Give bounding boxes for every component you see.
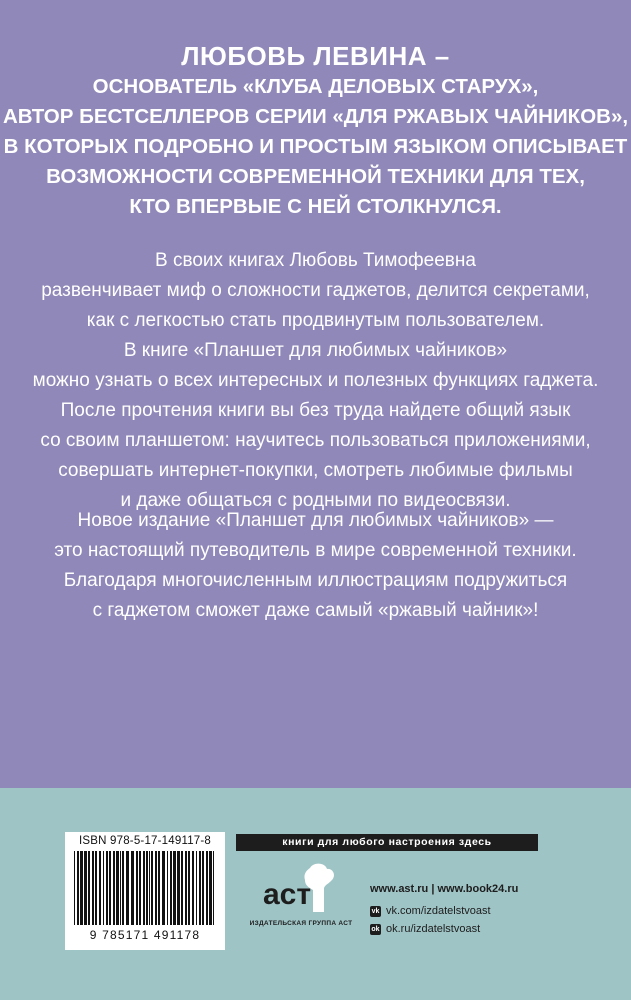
barcode-bar: [122, 851, 124, 925]
text-line: со своим планшетом: научитесь пользоваться приложениями,: [40, 430, 591, 451]
barcode-bar: [213, 851, 214, 925]
barcode-bar: [185, 851, 187, 925]
logo-text: аст: [263, 878, 312, 911]
barcode-bar: [170, 851, 172, 925]
ast-logo-icon: [255, 860, 345, 920]
barcode-bar: [173, 851, 176, 925]
barcode-bar: [136, 851, 138, 925]
barcode-bar: [149, 851, 150, 925]
text-line: и даже общаться с родными по видеосвязи.: [120, 490, 511, 511]
description-paragraph-1: [0, 246, 631, 516]
slogan-banner: книги для любого настроения здесь: [236, 834, 538, 851]
barcode-bar: [143, 851, 145, 925]
barcode-bar: [103, 851, 104, 925]
author-line: КТО ВПЕРВЫЕ С НЕЙ СТОЛКНУЛСЯ.: [129, 195, 502, 218]
text-line: В книге «Планшет для любимых чайников»: [123, 340, 508, 361]
barcode-bar: [88, 851, 90, 925]
barcode-bar: [120, 851, 121, 925]
barcode-bar: [181, 851, 183, 925]
barcode-bar: [177, 851, 180, 925]
barcode-bar: [80, 851, 83, 925]
barcode-bar: [74, 851, 75, 925]
author-name: ЛЮБОВЬ ЛЕВИНА –: [181, 41, 450, 71]
author-line: ВОЗМОЖНОСТИ СОВРЕМЕННОЙ ТЕХНИКИ ДЛЯ ТЕХ,: [46, 165, 585, 188]
text-line: Новое издание «Планшет для любимых чайников» —: [77, 510, 554, 531]
barcode-bar: [196, 851, 197, 925]
barcode-bar: [151, 851, 153, 925]
barcode-bar: [113, 851, 115, 925]
social-link-ok[interactable]: [370, 923, 480, 935]
description-paragraph-2: [0, 506, 631, 626]
publisher-group-label: ИЗДАТЕЛЬСКАЯ ГРУППА АСТ: [249, 920, 353, 927]
website-links[interactable]: www.ast.ru | www.book24.ru: [370, 883, 519, 895]
barcode-bar: [106, 851, 108, 925]
barcode-bar: [99, 851, 101, 925]
text-line: это настоящий путеводитель в мире современной техники.: [54, 540, 577, 561]
text-line: развенчивает миф о сложности гаджетов, делится секретами,: [41, 280, 590, 301]
social-link-text: ok.ru/izdatelstvoast: [386, 923, 481, 935]
social-link-text: vk.com/izdatelstvoast: [386, 905, 491, 917]
text-line: как с легкостью стать продвинутым пользователем.: [86, 310, 545, 331]
isbn-label: ISBN 978-5-17-149117-8: [78, 835, 212, 847]
barcode-bar: [126, 851, 129, 925]
text-line: с гаджетом сможет даже самый «ржавый чайник»!: [92, 600, 539, 621]
barcode-bar: [139, 851, 141, 925]
barcode-bar: [92, 851, 94, 925]
vk-icon: vk: [371, 907, 380, 915]
ok-icon: ok: [371, 925, 380, 933]
barcode-bar: [116, 851, 119, 925]
barcode-bar: [188, 851, 190, 925]
barcode: [65, 832, 225, 950]
barcode-bar: [206, 851, 208, 925]
barcode-bar: [77, 851, 79, 925]
text-line: Благодаря многочисленным иллюстрациям подружиться: [63, 570, 568, 591]
author-block: [0, 40, 631, 222]
text-line: совершать интернет-покупки, смотреть любимые фильмы: [58, 460, 573, 481]
barcode-bar: [209, 851, 212, 925]
author-line: ОСНОВАТЕЛЬ «КЛУБА ДЕЛОВЫХ СТАРУХ»,: [92, 75, 539, 98]
barcode-bar: [192, 851, 194, 925]
barcode-bar: [95, 851, 97, 925]
barcode-bar: [202, 851, 204, 925]
barcode-bar: [167, 851, 168, 925]
social-link-vk[interactable]: [370, 905, 491, 917]
barcode-bar: [84, 851, 87, 925]
text-line: В своих книгах Любовь Тимофеевна: [155, 250, 476, 271]
barcode-bar: [199, 851, 201, 925]
barcode-bar: [131, 851, 134, 925]
barcode-bar: [158, 851, 160, 925]
author-line: АВТОР БЕСТСЕЛЛЕРОВ СЕРИИ «ДЛЯ РЖАВЫХ ЧАЙНИКОВ»,: [2, 105, 629, 128]
ean-number: 9 785171 491178: [89, 928, 201, 942]
barcode-bar: [155, 851, 157, 925]
barcode-bar: [109, 851, 111, 925]
barcode-bar: [162, 851, 165, 925]
author-line: В КОТОРЫХ ПОДРОБНО И ПРОСТЫМ ЯЗЫКОМ ОПИСЫВАЕТ: [3, 135, 628, 158]
barcode-bar: [146, 851, 148, 925]
text-line: можно узнать о всех интересных и полезных функциях гаджета.: [32, 370, 599, 391]
barcode-bars: [72, 851, 218, 927]
text-line: После прочтения книги вы без труда найдете общий язык: [60, 400, 571, 421]
